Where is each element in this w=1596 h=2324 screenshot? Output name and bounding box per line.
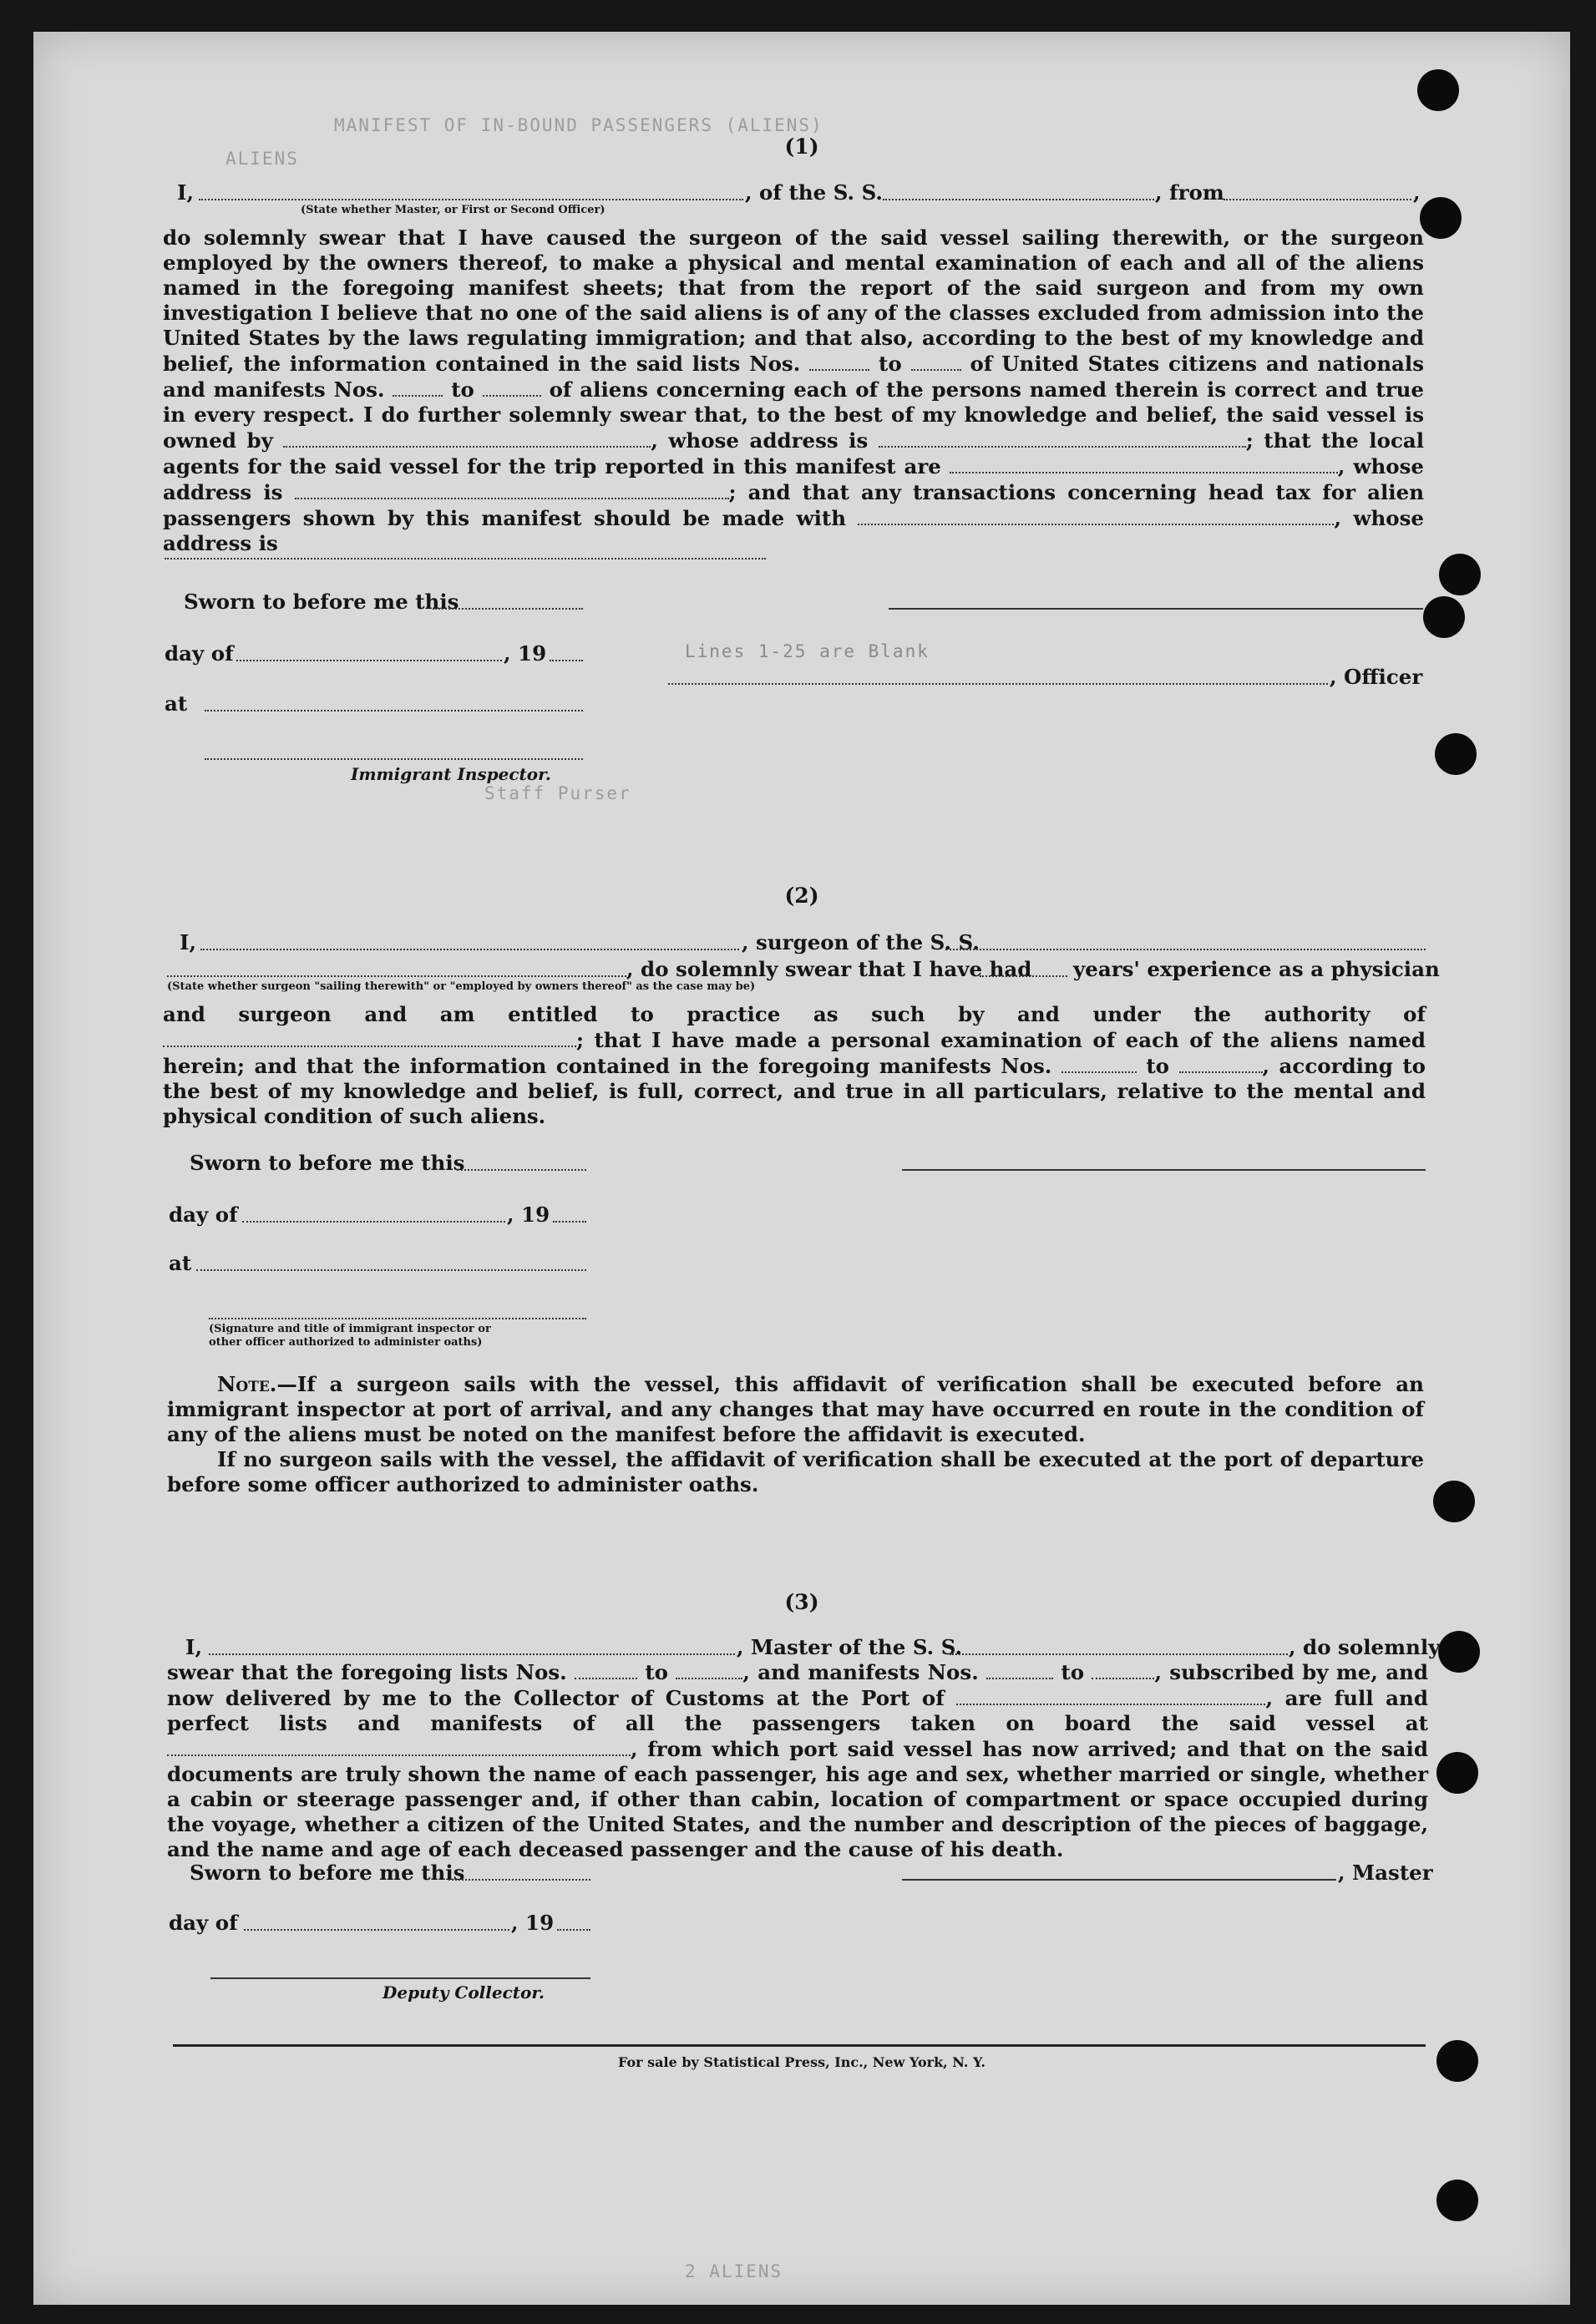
section-2-number: (2) [784,884,819,908]
s1-agents-address-field[interactable] [295,479,729,499]
s1-to-2: to [451,377,474,402]
s3-19-label: , 19 [511,1911,555,1935]
note-text-1: —If a surgeon sails with the vessel, this affidavit of verification shall be executed before an immigrant inspector at port of arrival, and any changes that may have occurred en route in the condition of any of the aliens must be noted on the manifest before the affidavit is executed. [167,1372,1424,1446]
s1-day-of-field[interactable] [236,660,502,661]
s1-lists-to-field[interactable] [911,351,961,371]
s3-master-name-field[interactable] [209,1653,735,1655]
s1-from-field[interactable] [1224,199,1411,200]
s3-taken-at-field[interactable] [167,1736,631,1756]
s1-owner-field[interactable] [283,428,651,448]
s2-sig-note-2: other officer authorized to administer oaths) [209,1336,483,1349]
s1-19-label: , 19 [504,641,547,666]
s1-manifests-from-field[interactable] [393,377,443,397]
footer-rule [173,2044,1426,2047]
s3-day-of-field[interactable] [244,1929,509,1931]
s3-manifests-from-field[interactable] [986,1659,1053,1679]
s3-full: , are full and perfect lists and manifests of all the passengers taken on board the said vessel at [167,1686,1428,1735]
s1-to: to [879,352,902,376]
faint-header-2: ALIENS [225,149,299,169]
s3-manifests-to-field[interactable] [1092,1659,1154,1679]
s3-lists-from-field[interactable] [575,1659,637,1679]
s1-agents-field[interactable] [950,453,1338,473]
s1-officer-title-field[interactable] [199,199,743,200]
faint-header-1: MANIFEST OF IN-BOUND PASSENGERS (ALIENS) [334,115,823,135]
s1-owner-address-field[interactable] [879,428,1246,448]
s3-sworn-day-field[interactable] [448,1879,590,1881]
s2-19-label: , 19 [507,1203,550,1227]
s2-sailing-note: (State whether surgeon "sailing therewith" or "employed by owners thereof" as the case may be) [167,980,756,993]
s1-at-label: at [165,691,188,716]
s2-signature-note [209,1323,491,1349]
s1-manifests-to-field[interactable] [483,377,541,397]
s3-body-1: swear that the foregoing lists Nos. [167,1660,567,1684]
punch-hole [1423,596,1465,638]
s2-day-of-label: day of [169,1203,238,1227]
s2-day-of-field[interactable] [242,1221,505,1223]
punch-hole [1435,733,1477,775]
punch-hole [1438,1631,1480,1673]
faint-officer-note: Lines 1-25 are Blank [685,641,930,661]
footer-publisher: For sale by Statistical Press, Inc., New York, N. Y. [618,2054,985,2070]
s1-officer-name-field[interactable] [668,683,1328,685]
s2-year-field[interactable] [553,1221,586,1223]
s1-sworn-label: Sworn to before me this [184,590,459,614]
s1-officer-label: , Officer [1330,665,1423,689]
s3-deputy-signature-line[interactable] [210,1977,590,1979]
s3-do-solemnly-label: , do solemnly [1289,1635,1441,1659]
s2-manifests-from-field[interactable] [1061,1053,1137,1073]
s1-lists-from-field[interactable] [809,351,869,371]
s1-ship-name-field[interactable] [883,199,1154,200]
s1-i-label: I, [177,180,194,205]
s2-years-field[interactable] [980,975,1067,977]
s1-whose-address-is: , whose address is [163,506,1424,555]
punch-hole [1439,554,1481,595]
s1-body [163,225,1424,556]
s3-master-label: , Master [1338,1861,1433,1885]
s2-sworn-day-field[interactable] [457,1169,586,1171]
s3-deputy-caption: Deputy Collector. [383,1982,545,2002]
note-label: Note. [217,1372,277,1396]
s1-body-4: ; that the local agents for the said vessel for the trip reported in this manifest are [163,428,1425,478]
s2-authority-field[interactable] [163,1027,576,1047]
section-3-number: (3) [784,1590,819,1614]
s3-day-of-label: day of [169,1911,238,1935]
s2-body-3: , according to the best of my knowledge and belief, is full, correct, and true in all particulars, relative to the mental and physical condition of such aliens. [163,1054,1426,1128]
s3-sworn-label: Sworn to before me this [190,1861,465,1885]
s2-body-1: and surgeon and am entitled to practice as such by and under the authority of [163,1002,1426,1026]
s3-to-2: to [1061,1660,1085,1684]
s2-i-label: I, [180,930,196,954]
s1-from-label: , from [1155,180,1224,205]
s2-inspector-signature-field[interactable] [209,1318,586,1319]
note-text-2: If no surgeon sails with the vessel, the affidavit of verification shall be executed at the port of departure before some officer authorized to administer oaths. [167,1447,1424,1496]
s2-ship-name-field[interactable] [945,949,1426,950]
s1-year-field[interactable] [550,660,583,661]
s1-comma: , [1413,180,1421,205]
s1-body-2: of United States citizens and nationals and manifests Nos. [163,352,1424,402]
s1-inspector-caption: Immigrant Inspector. [351,764,551,784]
s1-sworn-day-field[interactable] [433,608,583,610]
s2-sig-note-1: (Signature and title of immigrant inspector or [209,1323,491,1335]
s3-to: to [645,1660,669,1684]
s1-comma-2: , [1337,454,1345,478]
s1-body-3: of aliens concerning each of the persons named therein is correct and true in every respect. I do further solemnly swear that, to the best of my knowledge and belief, the said vessel is owned by [163,377,1425,453]
s2-at-field[interactable] [196,1269,586,1271]
punch-hole [1417,69,1459,111]
s1-body-1: do solemnly swear that I have caused the surgeon of the said vessel sailing therewith, or the surgeon employed by the owners thereof, to make a physical and mental examination of each and all of the aliens named in the foregoing manifest sheets; that from the report of the said surgeon and from my own investigation I believe that no one of the said aliens is of any of the classes excluded from admission into the United States by the laws regulating immigration; and that also, according to the best of my knowledge and belief, the information contained in the said lists Nos. [163,225,1424,376]
s2-years-label: years' experience as a physician [1073,957,1440,981]
s1-officer-signature-line[interactable] [889,608,1423,610]
s2-manifests-to-field[interactable] [1179,1053,1263,1073]
s2-body [163,1002,1426,1129]
s2-surgeon-name-field[interactable] [200,949,739,950]
s3-port-field[interactable] [956,1685,1265,1705]
note-block [167,1372,1424,1497]
s1-head-tax-field[interactable] [858,505,1334,525]
s2-body-2: that I have made a personal examination of each of the aliens named herein; and that the information contained in the foregoing manifests Nos. [163,1028,1426,1078]
punch-hole [1433,1481,1475,1522]
s1-of-ss-label: , of the S. S. [745,180,883,205]
s1-inspector-signature-field[interactable] [205,758,583,760]
s2-sworn-label: Sworn to before me this [190,1151,465,1175]
s3-lists-to-field[interactable] [676,1659,742,1679]
s3-ship-name-field[interactable] [950,1653,1288,1655]
faint-staff-purser: Staff Purser [484,783,631,803]
s1-whose-address: , whose address is [651,428,869,453]
s3-body [167,1659,1428,1862]
s2-to: to [1146,1054,1170,1078]
s3-master-of-label: , Master of the S. S. [737,1635,963,1659]
s2-surgeon-of-label: , surgeon of the S. S. [742,930,980,954]
section-1-number: (1) [784,134,819,159]
s3-master-signature-line[interactable] [902,1879,1336,1881]
s1-at-field[interactable] [205,710,583,711]
s2-surgeon-signature-line[interactable] [902,1169,1426,1171]
punch-hole [1420,197,1462,239]
s3-and-manifests: , and manifests Nos. [742,1660,979,1684]
s1-state-note: (State whether Master, or First or Second Officer) [301,204,605,216]
s2-semicolon: ; [576,1028,585,1052]
s1-head-tax-address-field[interactable] [165,558,766,559]
s2-sailing-field[interactable] [167,975,626,977]
s3-subscribed: , subscribed by me, and now delivered by me to the Collector of Customs at the Port of [167,1660,1429,1710]
s3-year-field[interactable] [557,1929,590,1931]
punch-hole [1436,2180,1478,2221]
s2-at-label: at [169,1251,192,1275]
affidavit-sheet [33,32,1570,2305]
faint-bottom: 2 ALIENS [685,2261,783,2281]
s1-body-5: ; and that any transactions concerning head tax for alien passengers shown by this manifest should be made with [163,480,1425,530]
s3-i-label: I, [185,1635,202,1659]
punch-hole [1436,1752,1478,1794]
s2-solemnly-label: , do solemnly swear that I have had [626,957,1032,981]
s1-day-of-label: day of [165,641,234,666]
s3-from-which: , from which port said vessel has now arrived; and that on the said documents are truly shown the name of each passenger, his age and sex, whether married or single, whether a cabin or steerage passenger and, if other than cabin, location of compartment or space occupied during the voyage, whether a citizen of the United States, and the number and description of the pieces of baggage, and the name and age of each deceased passenger and the cause of his death. [167,1737,1428,1861]
s1-whose-address-2: whose address is [163,454,1425,504]
